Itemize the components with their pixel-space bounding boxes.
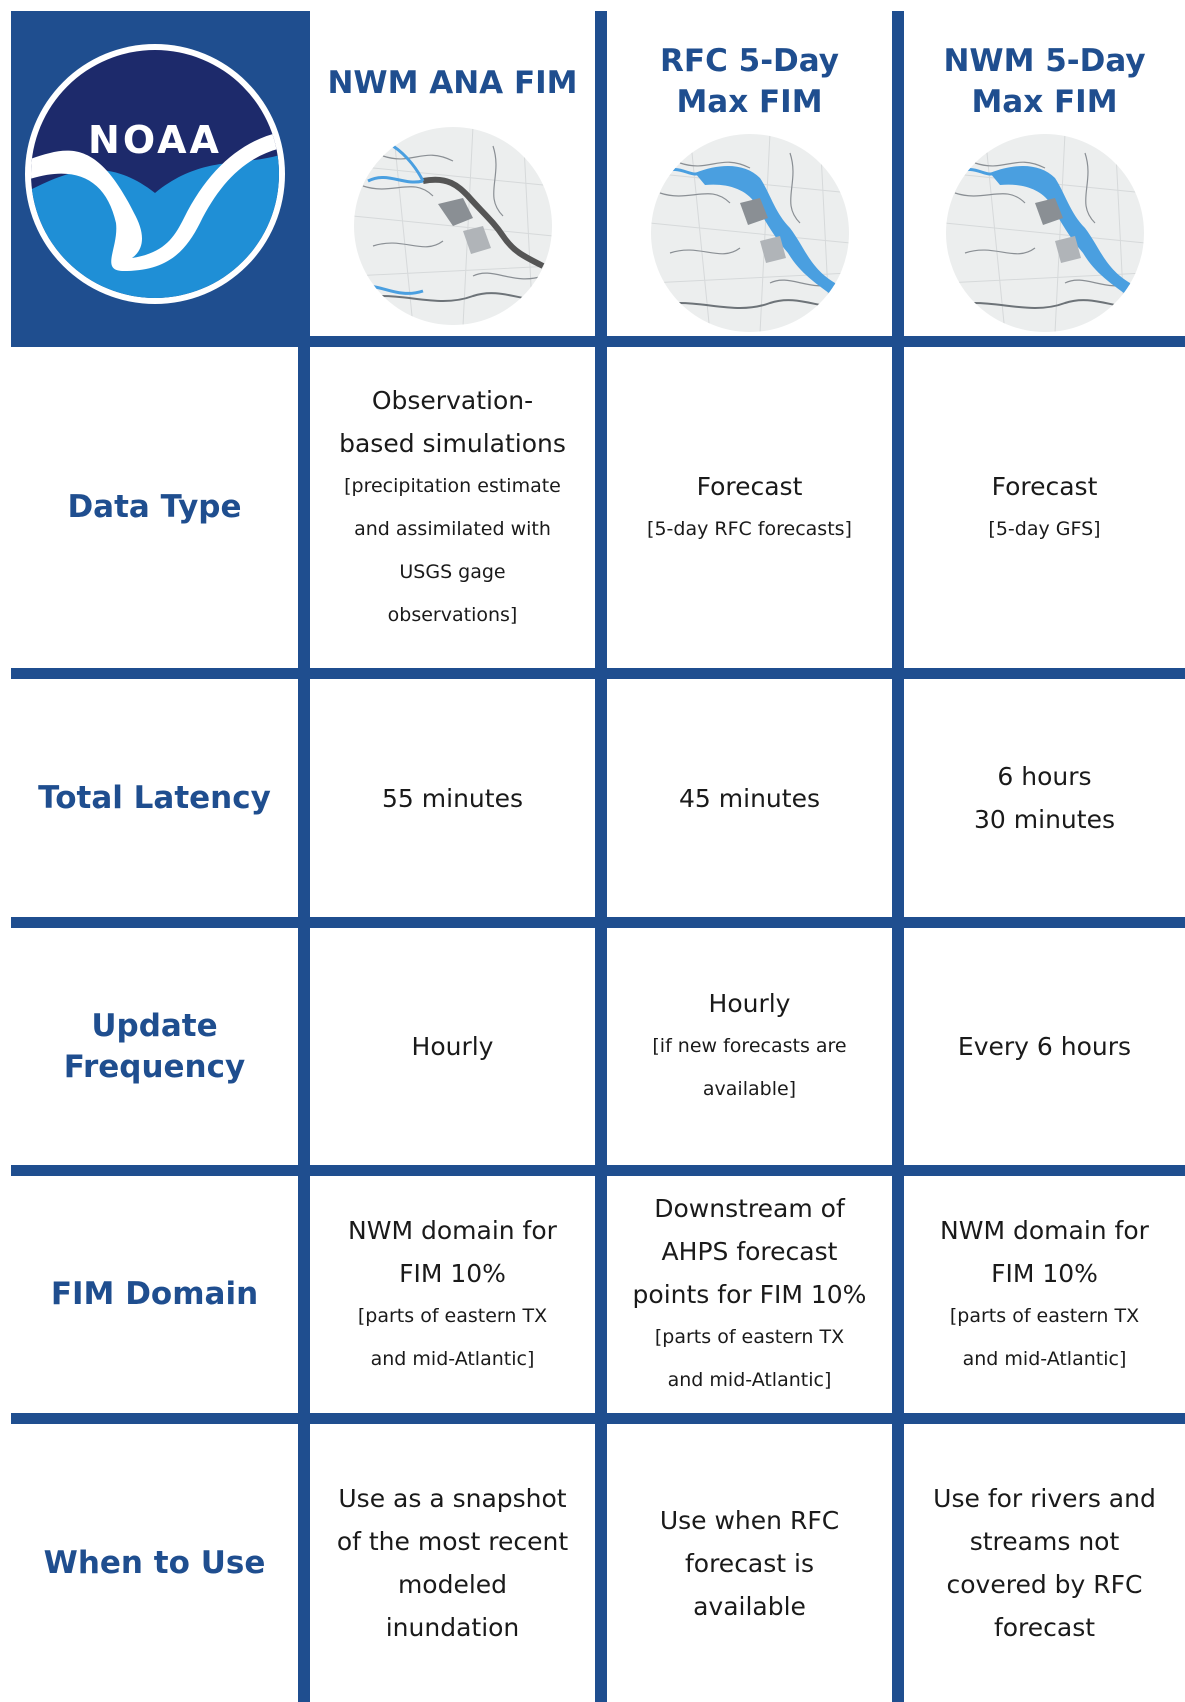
cell-note: [parts of eastern TX — [949, 1304, 1140, 1327]
cell-text: of the most recent — [336, 1527, 569, 1556]
cell-note: and mid-Atlantic] — [667, 1369, 832, 1391]
table-cell — [904, 1176, 1185, 1413]
cell-note: [precipitation estimate — [344, 474, 561, 497]
cell-note: [parts of eastern TX — [654, 1326, 845, 1348]
row-label — [11, 928, 298, 1165]
cell-text: FIM 10% — [991, 1258, 1098, 1288]
cell-text: Hourly — [411, 1032, 494, 1061]
cell-text: streams not — [969, 1527, 1120, 1556]
noaa-logo-text: NOAA — [87, 117, 222, 162]
row-label — [11, 1176, 298, 1413]
table-cell — [607, 679, 892, 917]
noaa-logo-icon — [24, 43, 286, 305]
row-label-text: Update — [91, 1007, 218, 1044]
row-label-text: Frequency — [63, 1048, 246, 1085]
table-cell — [310, 928, 595, 1165]
row-label-text: Total Latency — [38, 779, 271, 816]
column-title: Max FIM — [676, 84, 823, 120]
table-cell — [310, 1424, 595, 1702]
cell-text: forecast is — [684, 1548, 815, 1578]
inundation-map-icon — [945, 133, 1145, 337]
cell-text: forecast — [993, 1613, 1096, 1642]
noaa-logo-cell — [11, 11, 298, 336]
cell-note: [if new forecasts are — [652, 1035, 847, 1057]
cell-text: Every 6 hours — [957, 1032, 1132, 1061]
cell-note: [5-day RFC forecasts] — [647, 517, 852, 540]
column-title: NWM 5-Day — [943, 43, 1146, 79]
column-header — [607, 11, 892, 336]
cell-note: and mid-Atlantic] — [962, 1347, 1127, 1370]
table-cell — [607, 347, 892, 668]
table-cell — [607, 1424, 892, 1702]
cell-text: Use as a snapshot — [338, 1484, 567, 1513]
cell-text: Downstream of — [654, 1194, 845, 1223]
row-label — [11, 679, 298, 917]
cell-note: and mid-Atlantic] — [370, 1347, 535, 1370]
comparison-table — [11, 11, 1185, 1702]
cell-text: NWM domain for — [348, 1215, 557, 1245]
cell-text: Forecast — [991, 471, 1098, 501]
cell-text: modeled — [397, 1570, 508, 1599]
cell-text: Observation- — [371, 385, 534, 415]
column-title: Max FIM — [971, 84, 1118, 120]
cell-text: available — [693, 1591, 806, 1621]
table-cell — [904, 928, 1185, 1165]
cell-text: 6 hours — [997, 762, 1092, 791]
cell-text: based simulations — [339, 428, 566, 458]
table-cell — [904, 347, 1185, 668]
column-title: NWM ANA FIM — [327, 65, 578, 101]
row-label-text: Data Type — [67, 489, 242, 525]
cell-text: covered by RFC — [946, 1570, 1143, 1599]
table-cell — [607, 1176, 892, 1413]
column-header — [310, 11, 595, 336]
column-header — [904, 11, 1185, 336]
cell-text: Forecast — [696, 471, 803, 501]
cell-note: USGS gage — [399, 560, 506, 583]
row-label — [11, 347, 298, 668]
cell-text: Hourly — [708, 989, 791, 1018]
cell-text: points for FIM 10% — [632, 1280, 867, 1309]
cell-text: 45 minutes — [679, 783, 820, 813]
column-title: RFC 5-Day — [660, 43, 839, 79]
cell-note: available] — [702, 1078, 797, 1100]
table-cell — [310, 1176, 595, 1413]
cell-note: and assimilated with — [354, 517, 551, 540]
cell-text: AHPS forecast — [661, 1237, 838, 1266]
row-label-text: FIM Domain — [50, 1276, 259, 1312]
cell-text: Use for rivers and — [933, 1484, 1156, 1513]
cell-note: observations] — [387, 603, 518, 626]
table-cell — [607, 928, 892, 1165]
cell-text: inundation — [385, 1613, 520, 1642]
cell-text: Use when RFC — [659, 1505, 840, 1535]
cell-text: 30 minutes — [974, 805, 1115, 834]
inundation-map-icon — [353, 126, 553, 330]
row-label-text: When to Use — [43, 1544, 266, 1581]
inundation-map-icon — [650, 133, 850, 337]
cell-note: [5-day GFS] — [988, 517, 1101, 540]
cell-text: NWM domain for — [940, 1215, 1149, 1245]
cell-note: [parts of eastern TX — [357, 1304, 548, 1327]
cell-text: 55 minutes — [382, 783, 523, 813]
cell-text: FIM 10% — [399, 1258, 506, 1288]
table-cell — [904, 679, 1185, 917]
table-cell — [310, 679, 595, 917]
table-cell — [310, 347, 595, 668]
row-label — [11, 1424, 298, 1702]
table-cell — [904, 1424, 1185, 1702]
